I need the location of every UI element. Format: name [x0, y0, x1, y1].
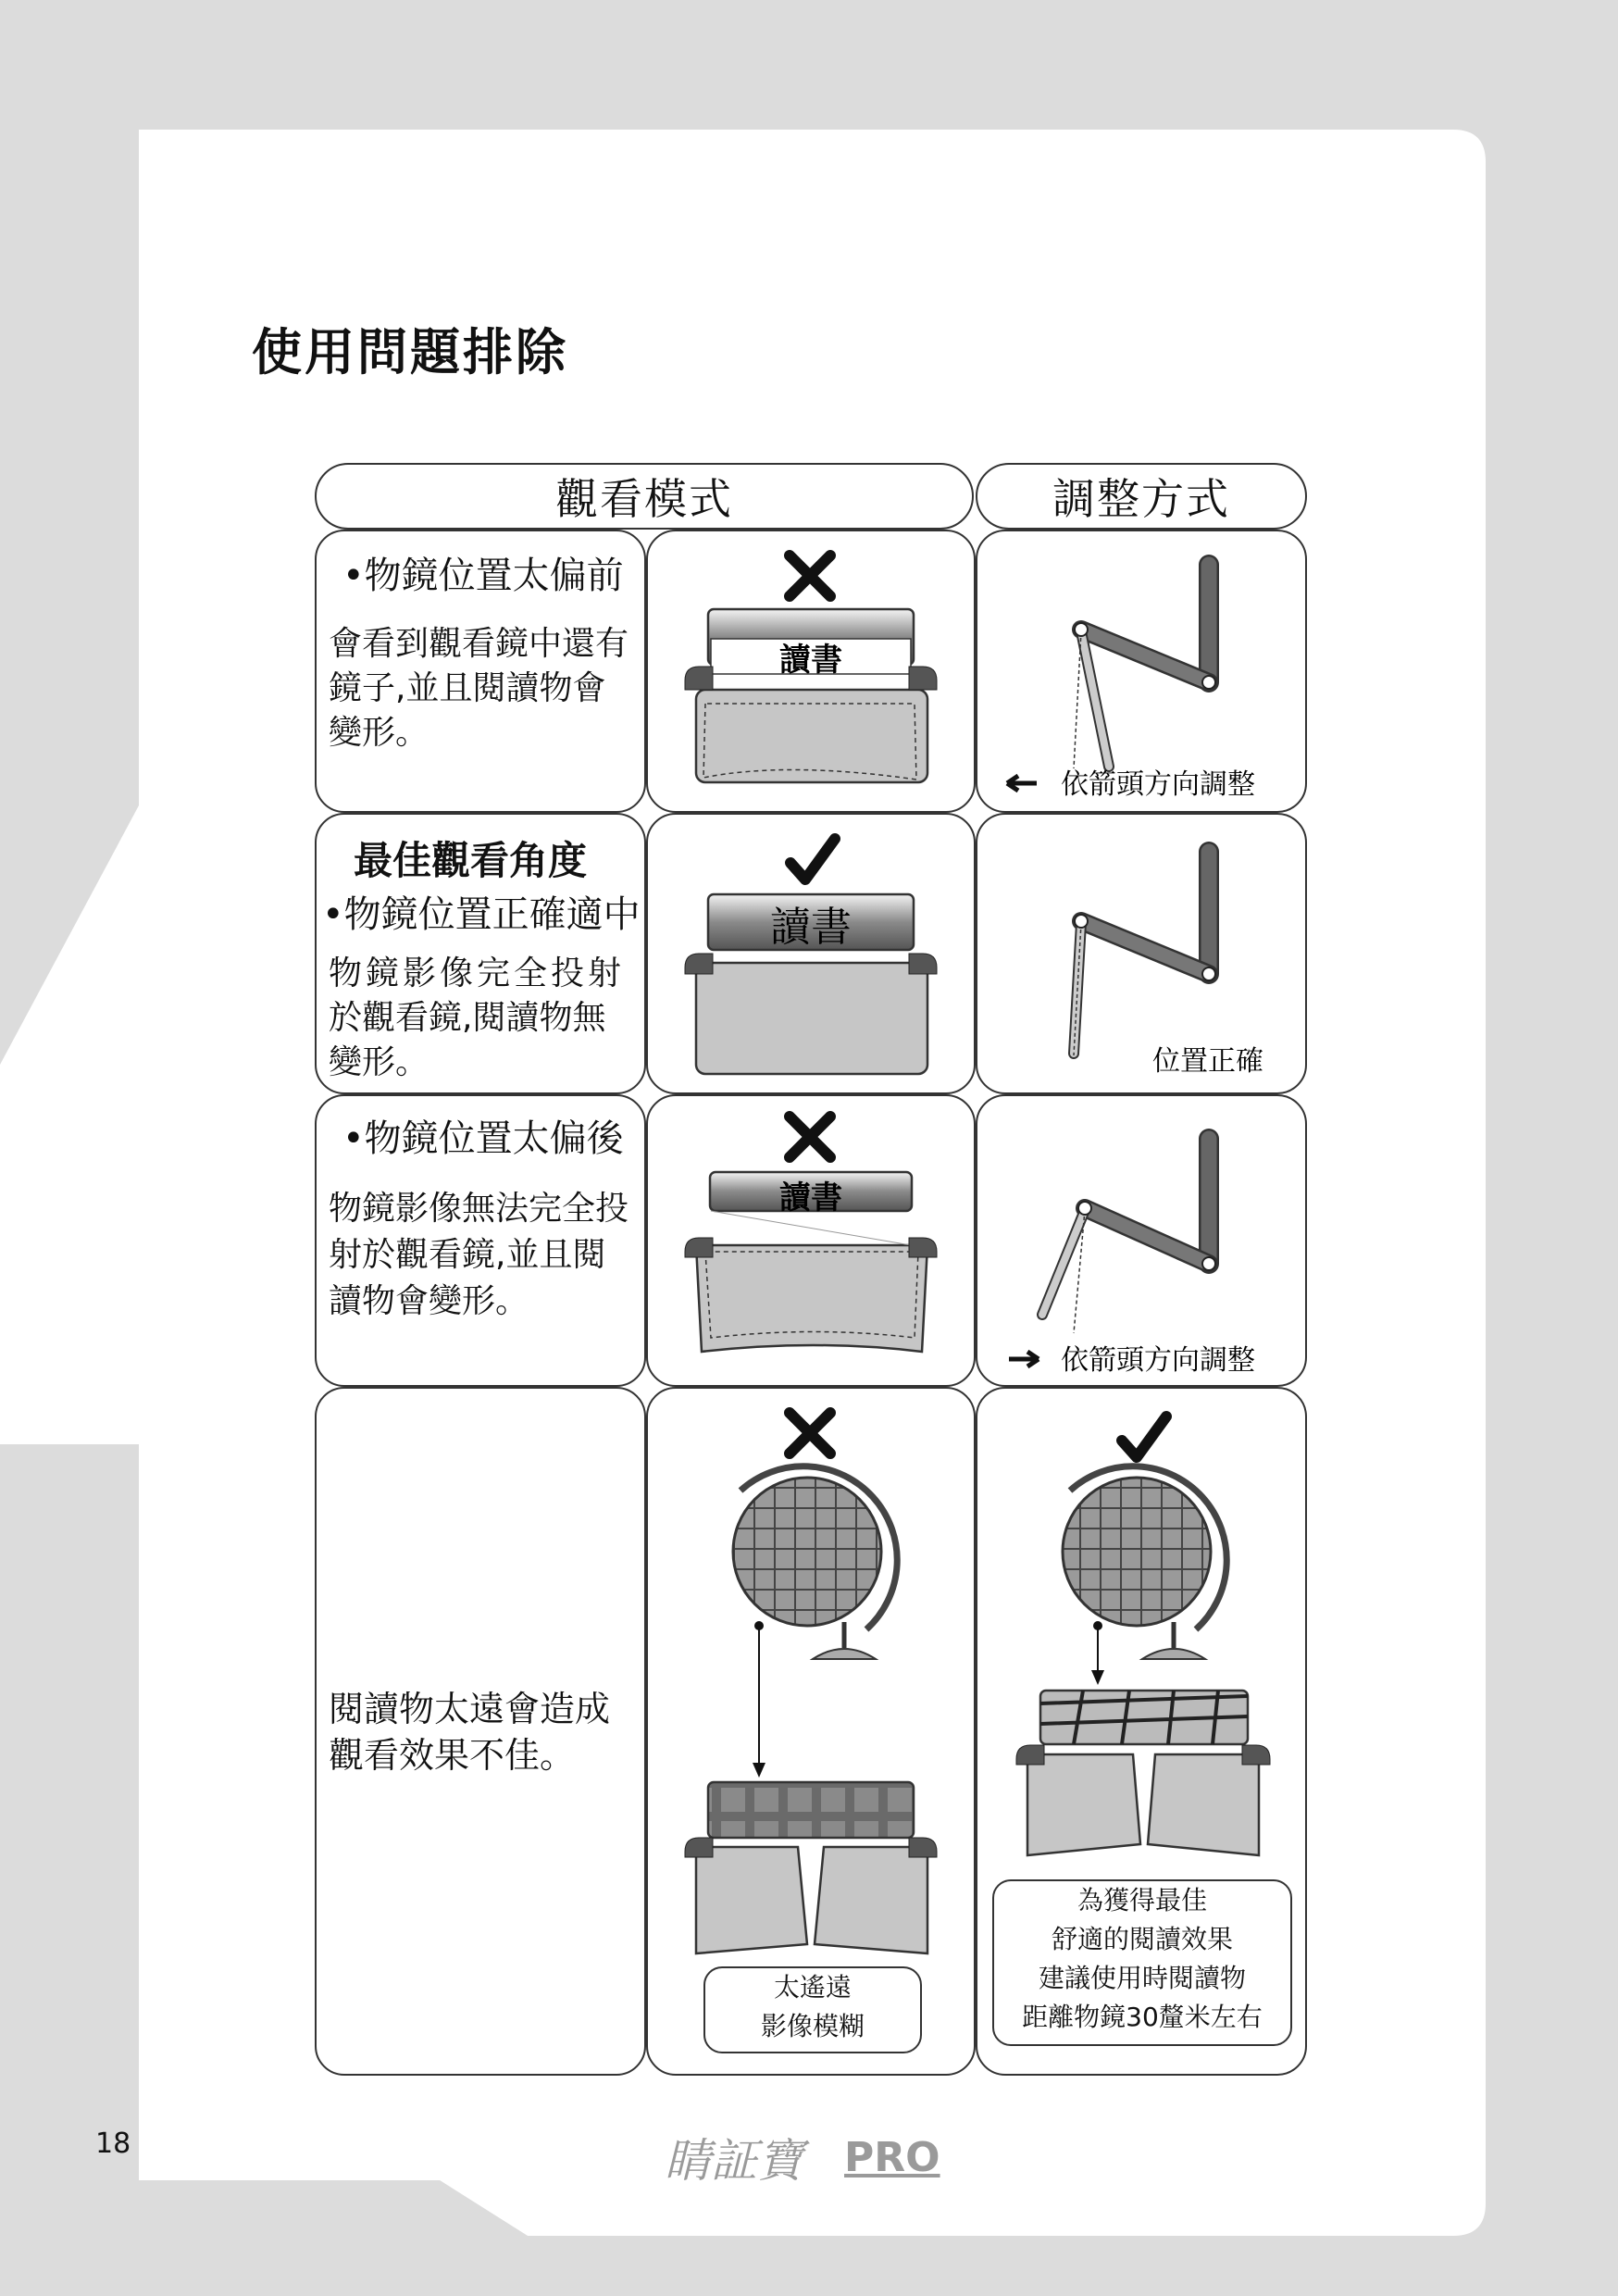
row4-right-caption-1: 為獲得最佳	[1077, 1885, 1207, 1915]
row3-desc-1: 物鏡影像無法完全投	[329, 1190, 629, 1228]
row4-left-caption-1: 太遙遠	[773, 1972, 852, 2003]
row4-right-caption-4: 距離物鏡30釐米左右	[1022, 2002, 1263, 2032]
row3-desc-3: 讀物會變形。	[329, 1282, 529, 1320]
row1-book-text: 讀書	[779, 642, 842, 679]
header-viewing-mode-label: 觀看模式	[555, 474, 733, 524]
row4-desc-1: 閱讀物太遠會造成	[329, 1689, 611, 1729]
page-number: 18	[95, 2128, 131, 2160]
row1-desc-2: 鏡子,並且閱讀物會	[329, 669, 606, 707]
brand-logo: 睛証寶	[665, 2134, 803, 2188]
row3-adjust-label: 依箭頭方向調整	[1061, 1344, 1255, 1377]
row2-adjust-label: 位置正確	[1152, 1045, 1263, 1078]
row3-desc-2: 射於觀看鏡,並且閱	[329, 1236, 606, 1274]
row1-stand-diagram	[1007, 565, 1255, 801]
row1-desc-1: 會看到觀看鏡中還有	[329, 625, 629, 663]
row1-adjust-label: 依箭頭方向調整	[1061, 768, 1255, 801]
row1-cross-mark	[790, 555, 830, 596]
row4-right-caption	[992, 1879, 1292, 2046]
row1-desc-3: 變形。	[329, 714, 429, 752]
row3-cross-mark	[790, 1117, 830, 1157]
brand-logo-suffix: PRO	[844, 2134, 940, 2181]
row4-desc-2: 觀看效果不佳。	[329, 1735, 576, 1776]
row2-stand-diagram	[1074, 852, 1263, 1078]
row4-right-device	[1016, 1691, 1270, 1855]
row4-left-device	[685, 1782, 937, 1953]
page-title: 使用問題排除	[252, 323, 568, 381]
row3-stand-diagram	[1009, 1139, 1255, 1377]
row2-check-mark	[790, 839, 835, 880]
row2-bullet: •物鏡位置正確適中	[322, 893, 641, 936]
row2-heading: 最佳觀看角度	[354, 838, 588, 883]
row2-desc-3: 變形。	[329, 1043, 429, 1081]
row2-desc-2: 於觀看鏡,閱讀物無	[329, 999, 606, 1037]
row2-desc-1: 物鏡影像完全投射	[329, 955, 626, 992]
row4-right-globe	[1063, 1466, 1226, 1685]
row3-device	[685, 1172, 937, 1352]
row4-right-caption-2: 舒適的閱讀效果	[1051, 1924, 1233, 1954]
row4-cross-mark	[790, 1413, 830, 1454]
row4-check-mark	[1122, 1416, 1166, 1457]
row4-left-globe	[733, 1466, 897, 1778]
row2-device	[685, 894, 937, 1074]
row4-right-caption-3: 建議使用時閱讀物	[1038, 1963, 1246, 1993]
row4-left-caption	[703, 1966, 922, 2053]
row2-book-text: 讀書	[770, 904, 852, 951]
header-adjustment-label: 調整方式	[1052, 474, 1230, 524]
row3-book-text: 讀書	[779, 1179, 842, 1217]
row1-device	[685, 609, 937, 782]
row3-bullet: •物鏡位置太偏後	[342, 1117, 624, 1160]
row4-left-caption-2: 影像模糊	[760, 2011, 865, 2041]
row1-bullet: •物鏡位置太偏前	[342, 555, 624, 597]
